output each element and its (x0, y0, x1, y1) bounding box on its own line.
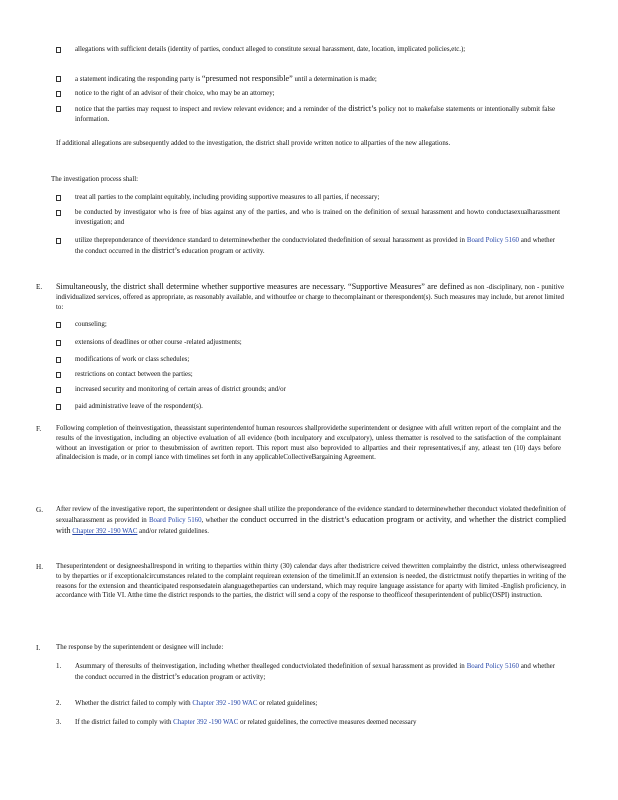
supportive-measure-item: extensions of deadlines or other course -related adjustments; (75, 339, 242, 346)
investigation-intro: The investigation process shall: (51, 176, 139, 183)
bullet-box-icon (56, 322, 61, 328)
investigation-item: utilize thepreponderance of theevidence standard to determinewhether the conductviolated thedefinition of sexual harassment as provided in Board Policy 5160 and whether the conduct occurred in the district’s education program or activity. (75, 237, 555, 255)
response-item: Whether the district failed to comply with Chapter 392 -190 WAC or related guidelines; (75, 700, 318, 707)
wac-chapter-link[interactable]: Chapter 392 -190 WAC (173, 719, 239, 726)
bullet-emphasis: “presumed not responsible” (201, 74, 293, 83)
notice-bullet (75, 104, 555, 125)
wac-chapter-link[interactable]: Chapter 392 -190 WAC (72, 527, 138, 535)
section-e-lead: Simultaneously, the district shall determine whether supportive measures are necessary. “Supportive Measures” are defined (56, 282, 465, 291)
section-f-paragraph: Following completion of theinvestigation, theassistant superintendentof human resources shallprovidethe superintendent or designee with afull written report of the complaint and the results of the investigation, including an objective evaluation of all evidence (both inculpatory and exculpatory), unless thematter is resolved to the satisfaction of the complainant without an investigation or prior to thesubmission of awritten report. This report must also beprovided to allparties and their representatives,if any, atleast ten (10) days before afinaldecision is made, or in compl iance with timelines set forth in any applicableCollectiveBargaining Agreement. (56, 425, 561, 462)
response-item: If the district failed to comply with Chapter 392 -190 WAC or related guidelines, the corrective measures deemed necessary (75, 719, 417, 726)
notice-bullet (75, 45, 545, 55)
bullet-box-icon (56, 387, 61, 393)
bullet-text: notice to the right of an advisor of their choice, who may be an attorney; (75, 90, 275, 97)
supportive-measure-item: increased security and monitoring of certain areas of district grounds; and/or (75, 386, 286, 393)
supportive-measure-item: modifications of work or class schedules; (75, 356, 190, 363)
response-item: Asummary of theresults of theinvestigation, including whether thealleged conductviolated thedefinition of sexual harassment as provided in Board Policy 5160 and whether the conduct occurred in the district’s education program or activity; (75, 663, 555, 681)
list-number: 2. (56, 700, 62, 707)
investigation-item: treat all parties to the complaint equitably, including providing supportive measures to all parties, if necessary; (75, 194, 380, 201)
supportive-measure-item: paid administrative leave of the respondent(s). (75, 403, 203, 410)
section-letter: F. (36, 425, 42, 433)
bullet-text: policy not to makefalse statements or intentionally submit false information. (75, 106, 556, 123)
bullet-text: a statement indicating the responding party is (75, 76, 202, 83)
section-g-paragraph: After review of the investigative report, the superintendent or designee shall utilize the preponderance of the evidence standard to determinewhether theconduct violated thedefinition of sexualharassment as provided in Board Policy 5160, whether the conduct occurred in the district’s education program or activity, and whether the district complied with Chapter 392 -190 WAC and/or related guidelines. (56, 506, 566, 535)
bullet-box-icon (56, 372, 61, 378)
notice-bullet (75, 89, 545, 99)
supportive-measure-item: counseling; (75, 321, 107, 328)
board-policy-link[interactable]: Board Policy 5160 (466, 663, 519, 670)
bullet-box-icon (56, 238, 61, 244)
bullet-box-icon (56, 76, 61, 82)
section-i-intro: The response by the superintendent or designee will include: (56, 644, 224, 651)
bullet-box-icon (56, 340, 61, 346)
bullet-text: allegations with sufficient details (identity of parties, conduct alleged to constitute sexual harassment, date, location, implicated policies,etc.); (75, 46, 466, 53)
bullet-box-icon (56, 357, 61, 363)
board-policy-link[interactable]: Board Policy 5160 (148, 516, 202, 524)
supportive-measure-item: restrictions on contact between the parties; (75, 371, 193, 378)
additional-allegations-paragraph: If additional allegations are subsequently added to the investigation, the district shall provide written notice to allparties of the new allegations. (56, 140, 451, 147)
board-policy-link[interactable]: Board Policy 5160 (466, 237, 519, 244)
bullet-box-icon (56, 195, 61, 201)
bullet-text: notice that the parties may request to inspect and review relevant evidence; and a reminder of the (75, 106, 349, 113)
section-letter: H. (36, 563, 43, 571)
notice-bullet (75, 74, 545, 85)
wac-chapter-link[interactable]: Chapter 392 -190 WAC (192, 700, 258, 707)
section-e-paragraph: Simultaneously, the district shall determine whether supportive measures are necessary. “Supportive Measures” are defined as non -disciplinary, non - punitive individualized services, offered as appropriate, as reasonably available, and withoutfee or charge to thecomplainant or therespondent(s). Such measures may include, but arenot limited to: (56, 282, 564, 311)
bullet-text: until a determination is made; (292, 76, 377, 83)
bullet-box-icon (56, 47, 61, 53)
bullet-emphasis: district’s (348, 104, 377, 113)
investigation-item: be conducted by investigator who is free of bias against any of the parties, and who is trained on the definition of sexual harassment and howto conductasexualharassment investigation; and (75, 209, 560, 226)
bullet-box-icon (56, 404, 61, 410)
list-number: 1. (56, 663, 62, 670)
section-letter: E. (36, 283, 43, 291)
section-letter: G. (36, 506, 43, 514)
bullet-box-icon (56, 91, 61, 97)
section-h-paragraph: Thesuperintendent or designeeshallrespond in writing to theparties within thirty (30) calendar days after thedistricre ceived thewritten complaintby the district, unless otherwiseagreed to by theparties or if exceptionalcircumstances related to the complaint requirean extension of the timelimit.If an extension is needed, the districtmust notify theparties in writing of the reasons for the extension and theanticipated responsedatein alanguagetheparties can understand, which may require language assistance for aparty with limited -English proficiency, in accordance with Title VI. Atthe time the district responds to the parties, the district will send a copy of the response to theofficeof thesuperintendent of public(OSPI) instruction. (56, 563, 566, 600)
bullet-box-icon (56, 106, 61, 112)
section-letter: I. (36, 644, 41, 652)
list-number: 3. (56, 719, 62, 726)
bullet-box-icon (56, 210, 61, 216)
